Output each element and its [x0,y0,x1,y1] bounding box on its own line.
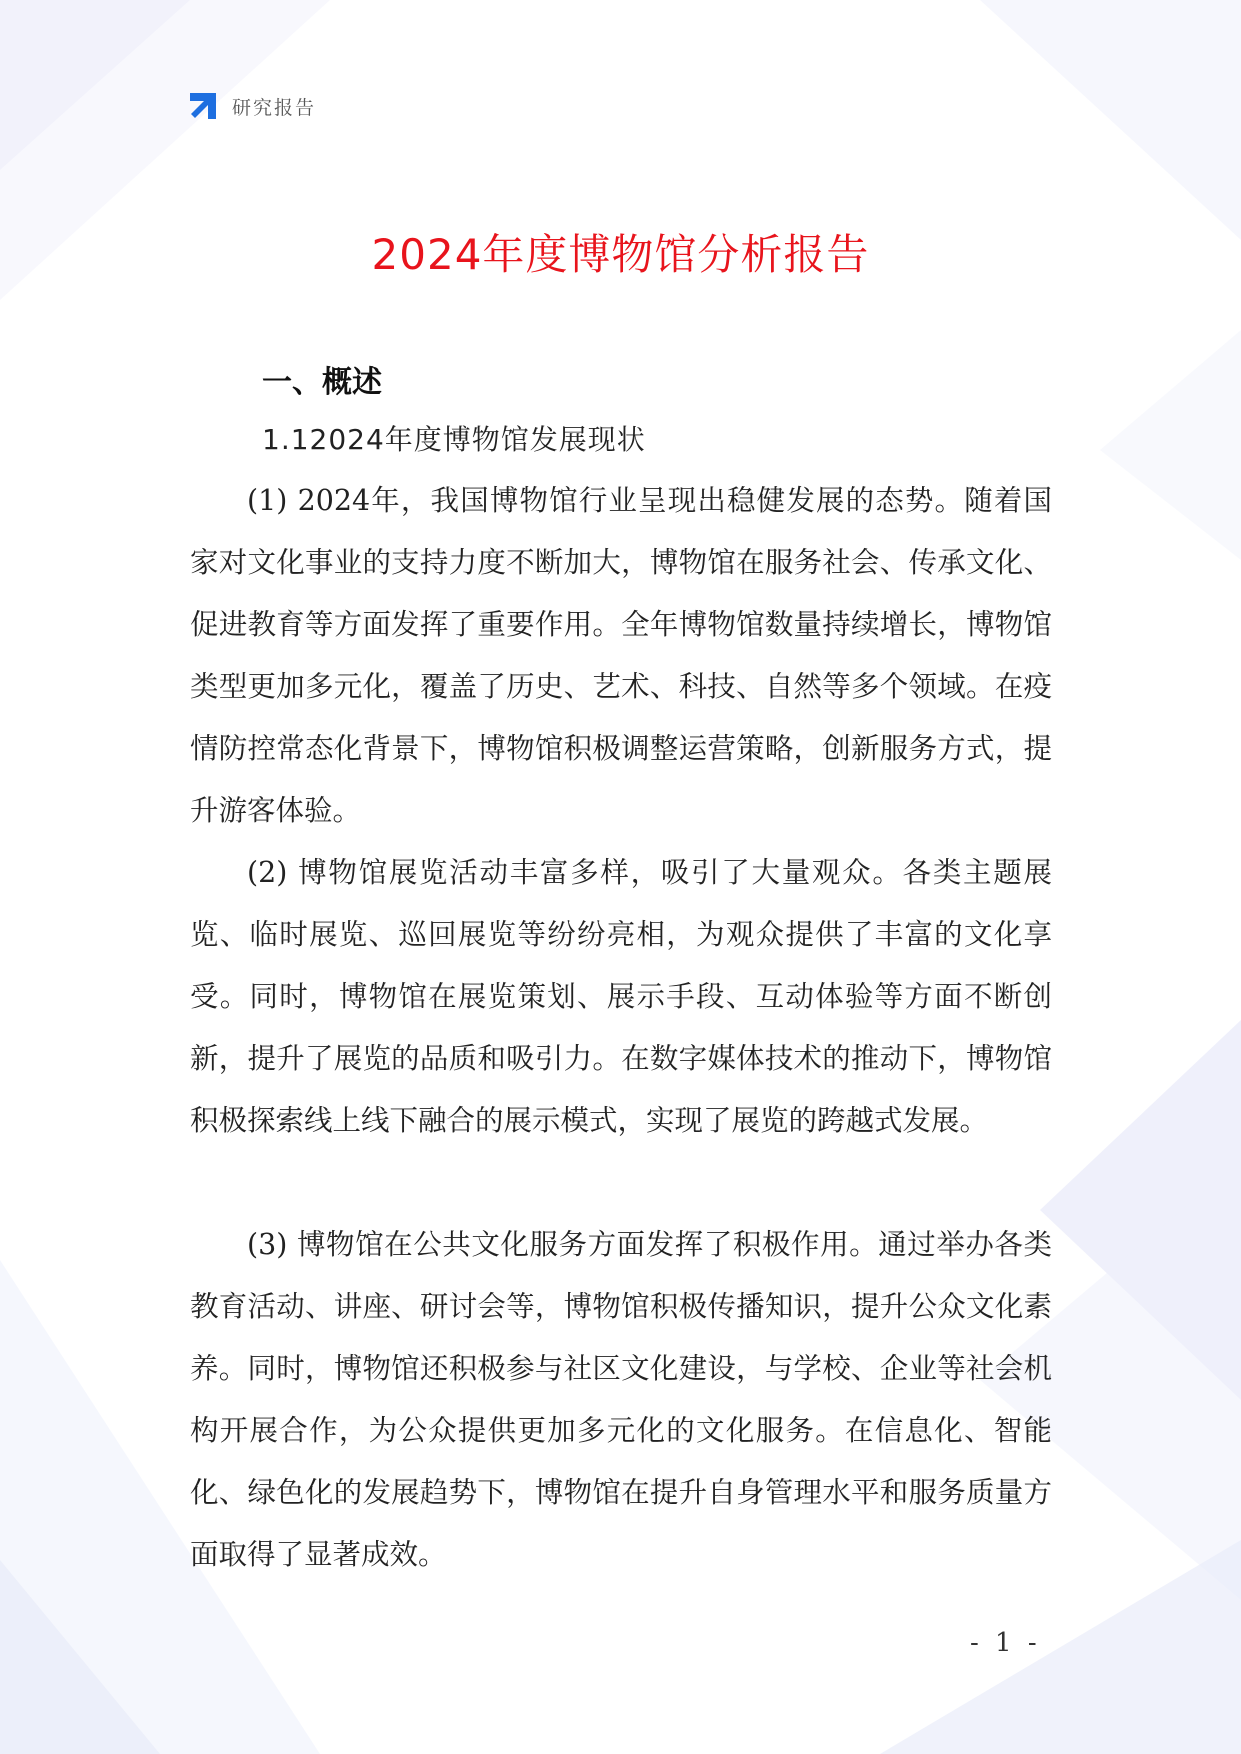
subsection-heading: 1.12024年度博物馆发展现状 [262,423,646,456]
header-brand [186,88,316,124]
paragraph-1: (1) 2024年，我国博物馆行业呈现出稳健发展的态势。随着国家对文化事业的支持力度不断加大，博物馆在服务社会、传承文化、促进教育等方面发挥了重要作用。全年博物馆数量持续增长，博物馆类型更加多元化，覆盖了历史、艺术、科技、自然等多个领域。在疫情防控常态化背景下，博物馆积极调整运营策略，创新服务方式，提升游客体验。 [190,484,1052,827]
document-title: 2024年度博物馆分析报告 [371,230,870,279]
paragraph-3: (3) 博物馆在公共文化服务方面发挥了积极作用。通过举办各类教育活动、讲座、研讨会等，博物馆积极传播知识，提升公众文化素养。同时，博物馆还积极参与社区文化建设，与学校、企业等社会机构开展合作，为公众提供更加多元化的文化服务。在信息化、智能化、绿色化的发展趋势下，博物馆在提升自身管理水平和服务质量方面取得了显著成效。 [190,1228,1052,1571]
arrow-up-right-icon [186,89,220,123]
paragraph-2: (2) 博物馆展览活动丰富多样，吸引了大量观众。各类主题展览、临时展览、巡回展览等纷纷亮相，为观众提供了丰富的文化享受。同时，博物馆在展览策划、展示手段、互动体验等方面不断创新，提升了展览的品质和吸引力。在数字媒体技术的推动下，博物馆积极探索线上线下融合的展示模式，实现了展览的跨越式发展。 [190,856,1052,1137]
page-number: - 1 - [970,1628,1041,1658]
brand-label: 研究报告 [232,96,317,119]
section-heading: 一、概述 [262,365,382,400]
